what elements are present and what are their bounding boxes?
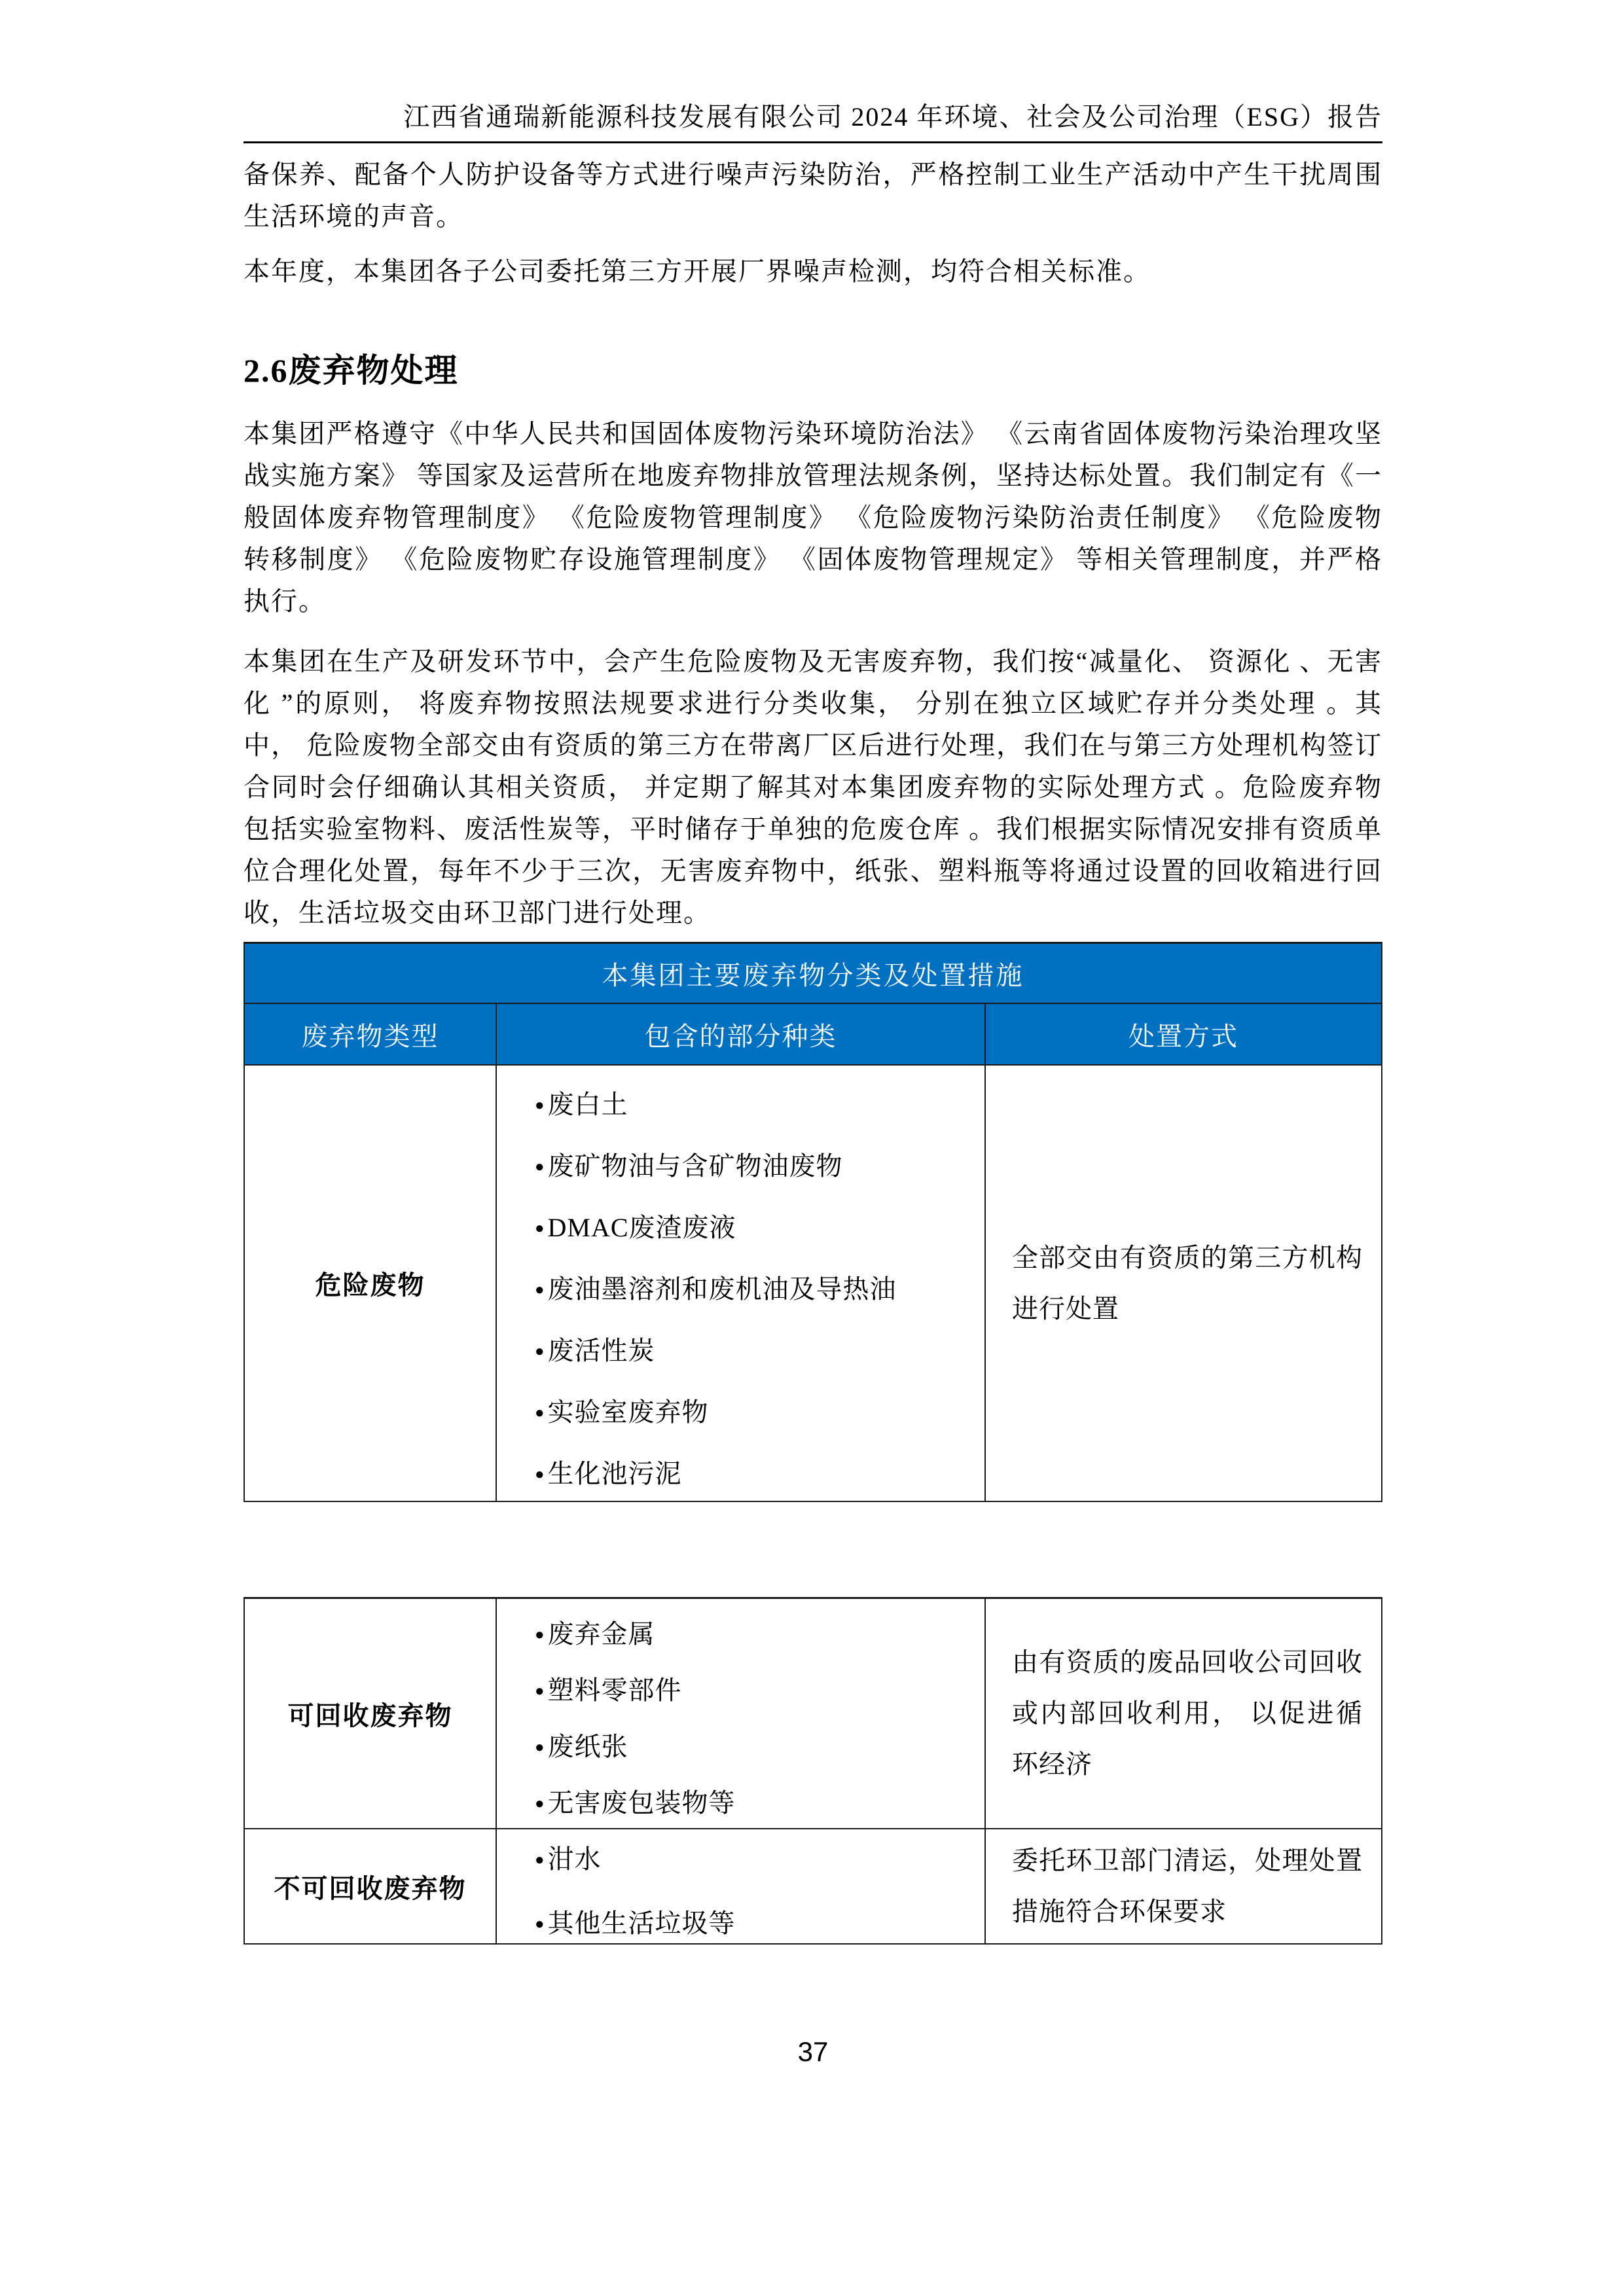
page-header-title: 江西省通瑞新能源科技发展有限公司 2024 年环境、社会及公司治理（ESG）报告 [403, 102, 1382, 132]
waste-kinds-cell [497, 1066, 986, 1501]
disposal-cell [986, 1066, 1381, 1501]
waste-item: ● 无害废包装物等 [535, 1787, 971, 1823]
waste-item: ● DMAC废渣废液 [535, 1212, 971, 1247]
waste-item: ● 废活性炭 [535, 1335, 971, 1371]
waste-table-continued [244, 1597, 1382, 1945]
paragraph-noise-testing: 本年度，本集团各子公司委托第三方开展厂界噪声检测，均符合相关标准。 [244, 257, 1151, 286]
waste-item: ● 实验室废弃物 [535, 1397, 971, 1432]
waste-item: ● 废矿物油与含矿物油废物 [535, 1151, 971, 1186]
waste-table-title-row [244, 942, 1382, 1004]
column-header-disposal-method: 处置方式 [1128, 1021, 1238, 1051]
paragraph-waste-management: 本集团在生产及研发环节中，会产生危险废物及无害废弃物，我们按“减量化、 资源化 、无害化 ”的原则， 将废弃物按照法规要求进行分类收集， 分别在独立区域贮存并分类处理 。其中， 危险废物全部交由有资质的第三方在带离厂区后进行处理，我们在与第三方处理机构签订合同时会仔细确认其相关资质， 并定期了解其对本集团废弃物的实际处理方式 。危险废弃物包括实验室物料、废活性炭等，平时储存于单独的危废仓库 。我们根据实际情况安排有资质单位合理化处置，每年不少于三次，无害废弃物中，纸张、塑料瓶等将通过设置的回收箱进行回收，生活垃圾交由环卫部门进行处理。 [244, 647, 1382, 927]
disposal-cell [986, 1829, 1381, 1943]
waste-type-cell [245, 1066, 497, 1501]
disposal-text: 由有资质的废品回收公司回收或内部回收利用， 以促进循环经济 [1012, 1647, 1363, 1779]
waste-item: ● 废白土 [535, 1089, 971, 1124]
column-header-waste-type: 废弃物类型 [245, 1004, 497, 1064]
table-row-non-recyclable-waste [244, 1829, 1382, 1945]
waste-item: ● 其他生活垃圾等 [535, 1908, 971, 1943]
waste-type-label: 可回收废弃物 [287, 1700, 453, 1731]
waste-table-title: 本集团主要废弃物分类及处置措施 [602, 960, 1024, 990]
waste-item: ● 废油墨溶剂和废机油及导热油 [535, 1274, 971, 1309]
waste-item: ● 废纸张 [535, 1731, 971, 1767]
waste-item: ● 泔水 [535, 1844, 971, 1879]
waste-item: ● 废弃金属 [535, 1619, 971, 1654]
waste-type-cell [245, 1599, 497, 1828]
column-header-waste-kinds: 包含的部分种类 [497, 1004, 986, 1064]
header-rule [244, 141, 1382, 143]
disposal-text: 全部交由有资质的第三方机构进行处置 [1012, 1242, 1363, 1323]
waste-item: ● 塑料零部件 [535, 1675, 971, 1710]
waste-item: ● 生化池污泥 [535, 1458, 971, 1494]
paragraph-noise-continuation: 备保养、配备个人防护设备等方式进行噪声污染防治，严格控制工业生产活动中产生干扰周围生活环境的声音。 [244, 160, 1382, 231]
paragraph-waste-compliance: 本集团严格遵守《中华人民共和国固体废物污染环境防治法》 《云南省固体废物污染治理攻坚战实施方案》 等国家及运营所在地废弃物排放管理法规条例，坚持达标处置。我们制定有《一般固体废弃物管理制度》 《危险废物管理制度》 《危险废物污染防治责任制度》 《危险废物转移制度》 《危险废物贮存设施管理制度》 《固体废物管理规定》 等相关管理制度，并严格执行。 [244, 419, 1382, 616]
disposal-cell [986, 1599, 1381, 1828]
page-number: 37 [797, 2036, 829, 2067]
waste-type-cell [245, 1829, 497, 1943]
waste-kinds-cell [497, 1599, 986, 1828]
waste-type-label: 不可回收废弃物 [274, 1873, 467, 1903]
table-row-hazardous-waste [244, 1066, 1382, 1502]
section-heading-waste-disposal: 2.6废弃物处理 [244, 352, 459, 389]
disposal-text: 委托环卫部门清运，处理处置措施符合环保要求 [1012, 1846, 1363, 1926]
table-row-recyclable-waste [244, 1597, 1382, 1829]
waste-table-header-row [244, 1004, 1382, 1066]
waste-table [244, 942, 1382, 1502]
waste-kinds-cell [497, 1829, 986, 1943]
waste-type-label: 危险废物 [315, 1270, 425, 1300]
